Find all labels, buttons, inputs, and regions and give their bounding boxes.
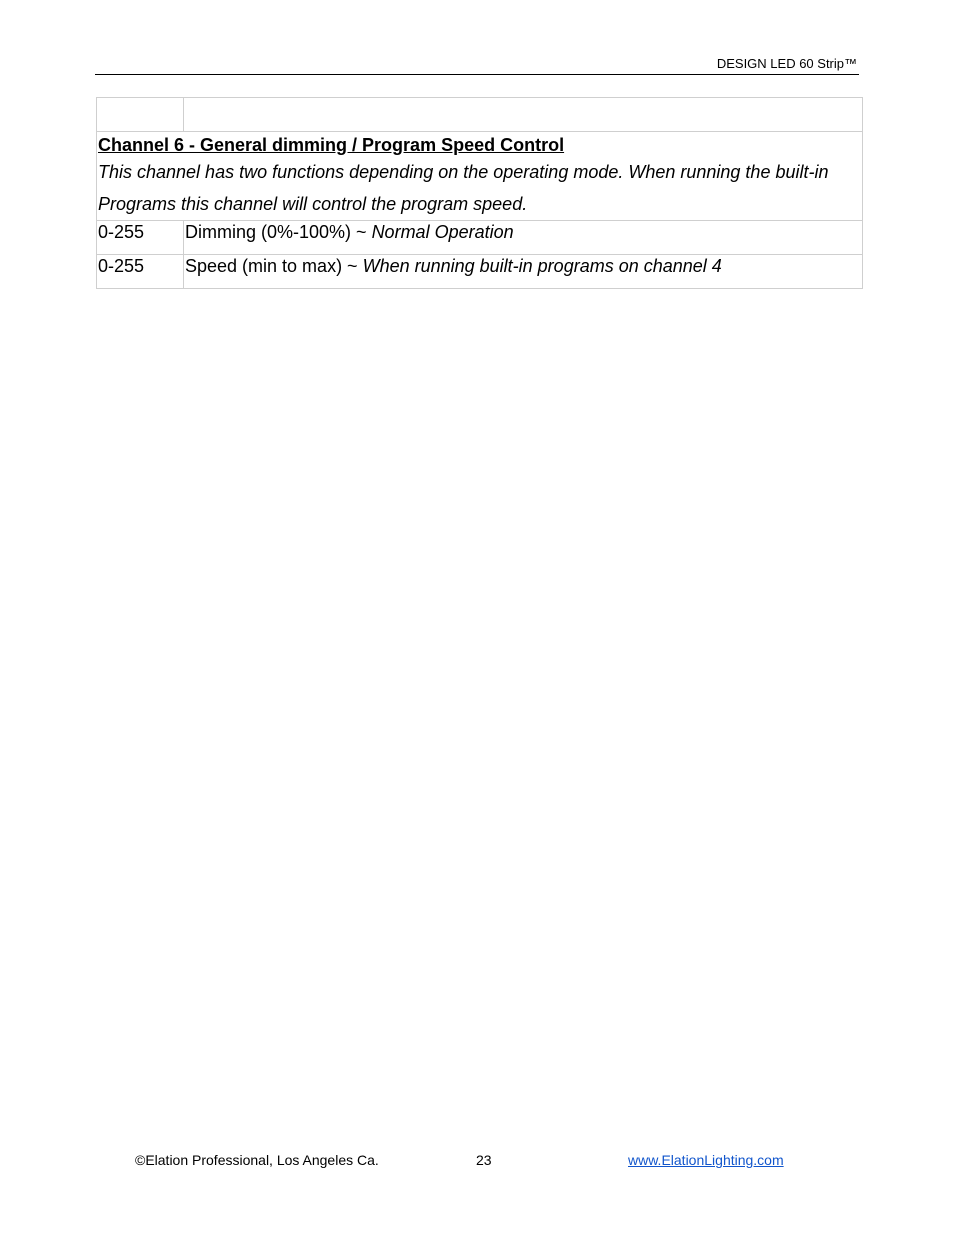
empty-cell-value — [97, 98, 184, 132]
page-number: 23 — [476, 1152, 492, 1168]
footer-copyright: ©Elation Professional, Los Angeles Ca. — [135, 1152, 379, 1168]
page-header — [95, 55, 859, 75]
header-title: DESIGN LED 60 Strip™ — [716, 56, 857, 71]
website-link[interactable]: www.ElationLighting.com — [628, 1152, 784, 1168]
function-note: Normal Operation — [371, 222, 514, 242]
section-row — [97, 132, 863, 221]
function-text: Dimming (0%-100%) ~ — [185, 222, 372, 242]
function-text: Speed (min to max) ~ — [185, 256, 363, 276]
value-cell: 0-255 — [97, 221, 184, 255]
table-row — [97, 221, 863, 255]
empty-cell-function — [184, 98, 863, 132]
section-description: This channel has two functions depending on the operating mode. When running the built-in Programs this channel will control the program speed. — [98, 162, 829, 214]
table-row — [97, 255, 863, 289]
function-note: When running built-in programs on channel 4 — [362, 256, 722, 276]
channel-table — [96, 97, 863, 289]
table-header-row — [97, 98, 863, 132]
function-cell — [184, 221, 863, 255]
section-title: Channel 6 - General dimming / Program Speed Control — [98, 135, 565, 155]
value-cell: 0-255 — [97, 255, 184, 289]
function-cell — [184, 255, 863, 289]
section-cell — [97, 132, 863, 221]
